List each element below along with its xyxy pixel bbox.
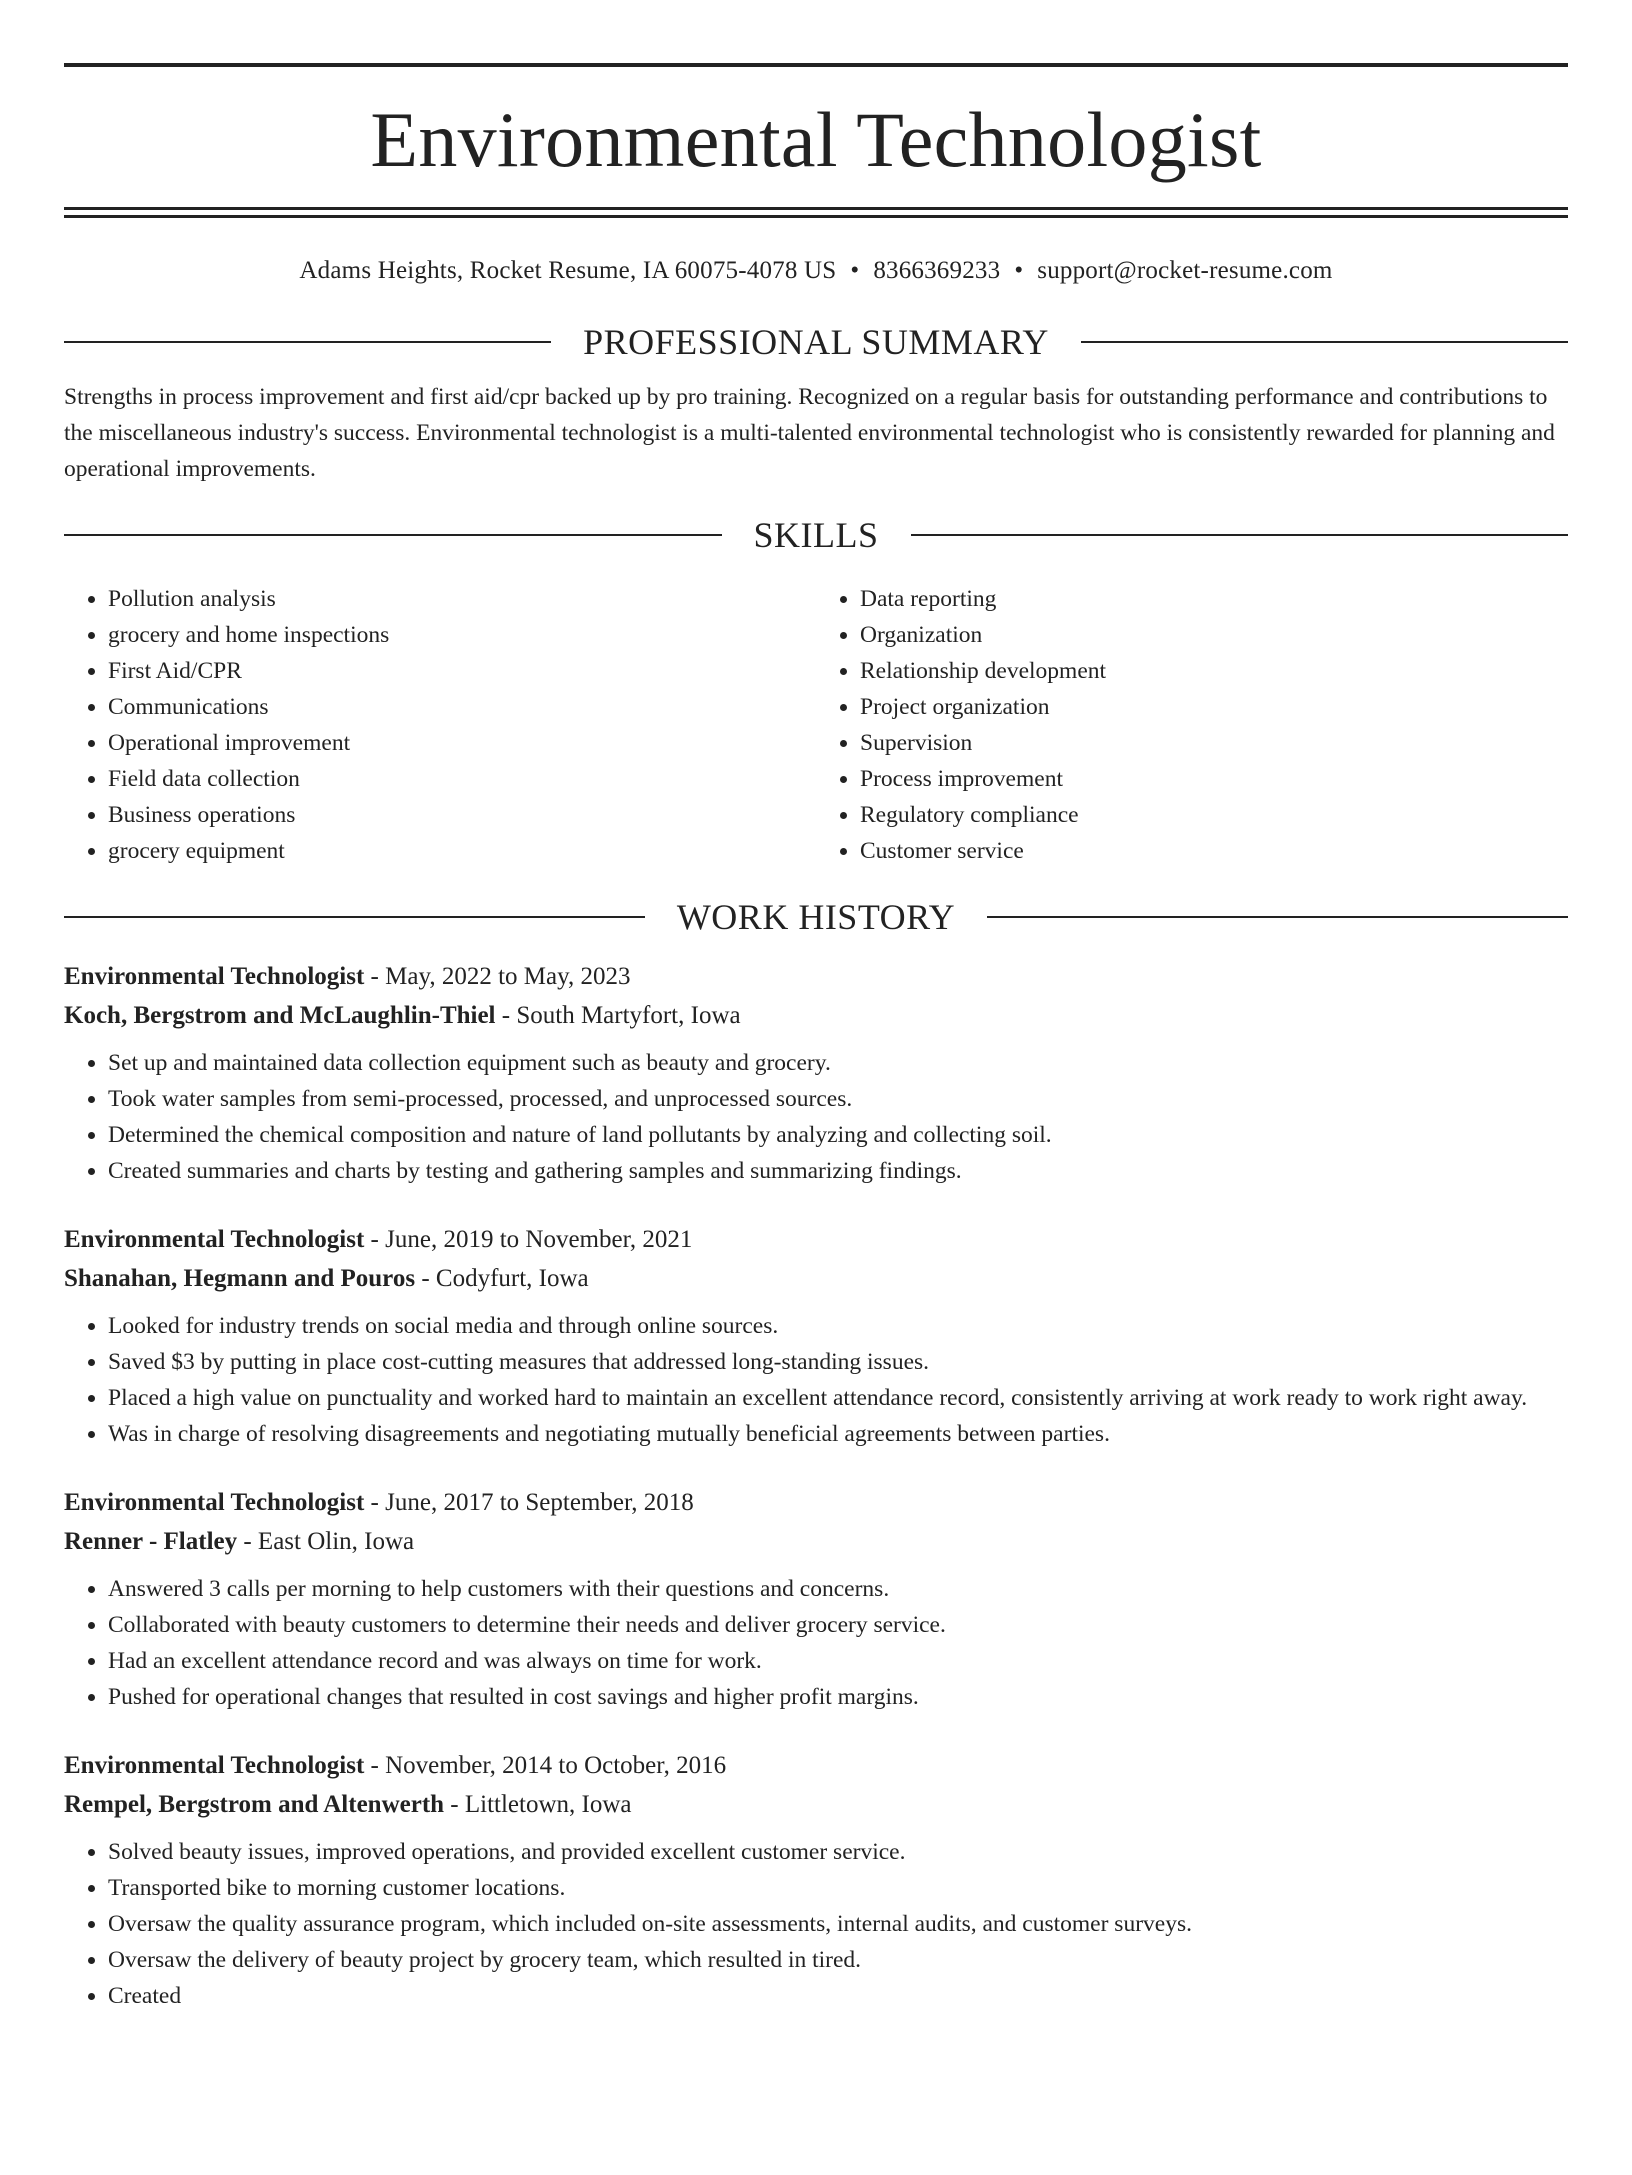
- job-dates: - May, 2022 to May, 2023: [364, 963, 631, 990]
- skill-item: • Relationship development: [860, 653, 1568, 689]
- job-location: - Littletown, Iowa: [444, 1791, 632, 1818]
- heading-rule-left: [64, 341, 551, 343]
- job-bullet: • Created summaries and charts by testing and gathering samples and summarizing findings.: [108, 1153, 1568, 1189]
- heading-rule-right: [1081, 341, 1568, 343]
- skill-item: • Project organization: [860, 689, 1568, 725]
- job-bullets: [64, 1308, 1568, 1452]
- job-title: Environmental Technologist: [64, 1226, 365, 1253]
- job-entry: [64, 1220, 1568, 1452]
- work-history-section-heading: [64, 895, 1568, 939]
- header-top-rule: [64, 63, 1568, 67]
- job-title-line: [64, 1220, 1568, 1259]
- job-bullet: • Took water samples from semi-processed, processed, and unprocessed sources.: [108, 1081, 1568, 1117]
- skill-item: • Business operations: [108, 797, 816, 833]
- heading-rule-right: [911, 534, 1569, 536]
- skill-item: • Pollution analysis: [108, 581, 816, 617]
- job-bullet: • Had an excellent attendance record and was always on time for work.: [108, 1643, 1568, 1679]
- skill-item: • Communications: [108, 689, 816, 725]
- job-company-line: [64, 1259, 1568, 1298]
- job-location: - East Olin, Iowa: [237, 1528, 415, 1555]
- heading-rule-left: [64, 916, 645, 918]
- job-company: Koch, Bergstrom and McLaughlin-Thiel: [64, 1002, 496, 1029]
- skill-item: • First Aid/CPR: [108, 653, 816, 689]
- skill-item: • grocery equipment: [108, 833, 816, 869]
- skill-item: • Field data collection: [108, 761, 816, 797]
- job-bullet: • Oversaw the delivery of beauty project by grocery team, which resulted in tired.: [108, 1942, 1568, 1978]
- job-entry: [64, 1483, 1568, 1715]
- job-bullet: • Saved $3 by putting in place cost-cutting measures that addressed long-standing issues.: [108, 1344, 1568, 1380]
- contact-separator: •: [850, 257, 860, 284]
- job-bullet: • Was in charge of resolving disagreements and negotiating mutually beneficial agreements between parties.: [108, 1416, 1568, 1452]
- job-company: Shanahan, Hegmann and Pouros: [64, 1265, 416, 1292]
- job-company-line: [64, 1785, 1568, 1824]
- job-bullets: [64, 1571, 1568, 1715]
- resume-title: Environmental Technologist: [370, 96, 1262, 183]
- job-bullets: [64, 1834, 1568, 2014]
- work-history-list: [64, 957, 1568, 2014]
- skill-item: • grocery and home inspections: [108, 617, 816, 653]
- skill-item: • Data reporting: [860, 581, 1568, 617]
- job-company: Rempel, Bergstrom and Altenwerth: [64, 1791, 445, 1818]
- skills-section-heading: [64, 513, 1568, 557]
- job-dates: - June, 2017 to September, 2018: [364, 1489, 694, 1516]
- skill-item: • Supervision: [860, 725, 1568, 761]
- contact-phone: 8366369233: [873, 257, 1001, 284]
- job-company-line: [64, 1522, 1568, 1561]
- summary-paragraph: Strengths in process improvement and first aid/cpr backed up by pro training. Recognized on a regular basis for outstanding performance and contributions to the miscellaneous industry's success. Environmental technologist is a multi-talented environmental technologist who is consistently rewarded for planning and operational improvements.: [64, 384, 1555, 482]
- job-entry: [64, 1746, 1568, 2014]
- job-dates: - November, 2014 to October, 2016: [364, 1752, 727, 1779]
- job-title: Environmental Technologist: [64, 1752, 365, 1779]
- job-bullet: • Determined the chemical composition and nature of land pollutants by analyzing and collecting soil.: [108, 1117, 1568, 1153]
- job-bullets: [64, 1045, 1568, 1189]
- summary-heading-label: PROFESSIONAL SUMMARY: [583, 322, 1049, 362]
- job-title-line: [64, 1483, 1568, 1522]
- contact-line: [64, 254, 1568, 288]
- job-bullet: • Transported bike to morning customer locations.: [108, 1870, 1568, 1906]
- heading-rule-right: [987, 916, 1568, 918]
- skill-item: • Organization: [860, 617, 1568, 653]
- contact-email: support@rocket-resume.com: [1037, 257, 1333, 284]
- skill-item: • Operational improvement: [108, 725, 816, 761]
- job-bullet: • Created: [108, 1978, 1568, 2014]
- job-company-line: [64, 996, 1568, 1035]
- skills-heading-label: SKILLS: [753, 515, 879, 555]
- skill-item: • Process improvement: [860, 761, 1568, 797]
- job-dates: - June, 2019 to November, 2021: [364, 1226, 693, 1253]
- skill-item: • Customer service: [860, 833, 1568, 869]
- skills-list: [64, 581, 1568, 869]
- job-bullet: • Collaborated with beauty customers to determine their needs and deliver grocery service.: [108, 1607, 1568, 1643]
- job-title-line: [64, 1746, 1568, 1785]
- job-bullet: • Solved beauty issues, improved operations, and provided excellent customer service.: [108, 1834, 1568, 1870]
- resume-page: [0, 63, 1632, 2175]
- skills-column-right: [816, 581, 1568, 869]
- job-title-line: [64, 957, 1568, 996]
- job-title: Environmental Technologist: [64, 963, 365, 990]
- job-bullet: • Looked for industry trends on social media and through online sources.: [108, 1308, 1568, 1344]
- job-bullet: • Set up and maintained data collection equipment such as beauty and grocery.: [108, 1045, 1568, 1081]
- heading-rule-left: [64, 534, 722, 536]
- job-location: - South Martyfort, Iowa: [495, 1002, 741, 1029]
- job-bullet: • Pushed for operational changes that resulted in cost savings and higher profit margins.: [108, 1679, 1568, 1715]
- summary-section-heading: [64, 320, 1568, 364]
- contact-separator: •: [1014, 257, 1024, 284]
- job-bullet: • Placed a high value on punctuality and worked hard to maintain an excellent attendance record, consistently arriving at work ready to work right away.: [108, 1380, 1568, 1416]
- work-history-heading-label: WORK HISTORY: [676, 897, 956, 937]
- job-bullet: • Oversaw the quality assurance program, which included on-site assessments, internal audits, and customer surveys.: [108, 1906, 1568, 1942]
- job-location: - Codyfurt, Iowa: [415, 1265, 589, 1292]
- job-title: Environmental Technologist: [64, 1489, 365, 1516]
- header-double-rule: [64, 207, 1568, 218]
- skills-column-left: [64, 581, 816, 869]
- contact-address: Adams Heights, Rocket Resume, IA 60075-4078 US: [299, 257, 837, 284]
- skill-item: • Regulatory compliance: [860, 797, 1568, 833]
- job-bullet: • Answered 3 calls per morning to help customers with their questions and concerns.: [108, 1571, 1568, 1607]
- job-entry: [64, 957, 1568, 1189]
- job-company: Renner - Flatley: [64, 1528, 238, 1555]
